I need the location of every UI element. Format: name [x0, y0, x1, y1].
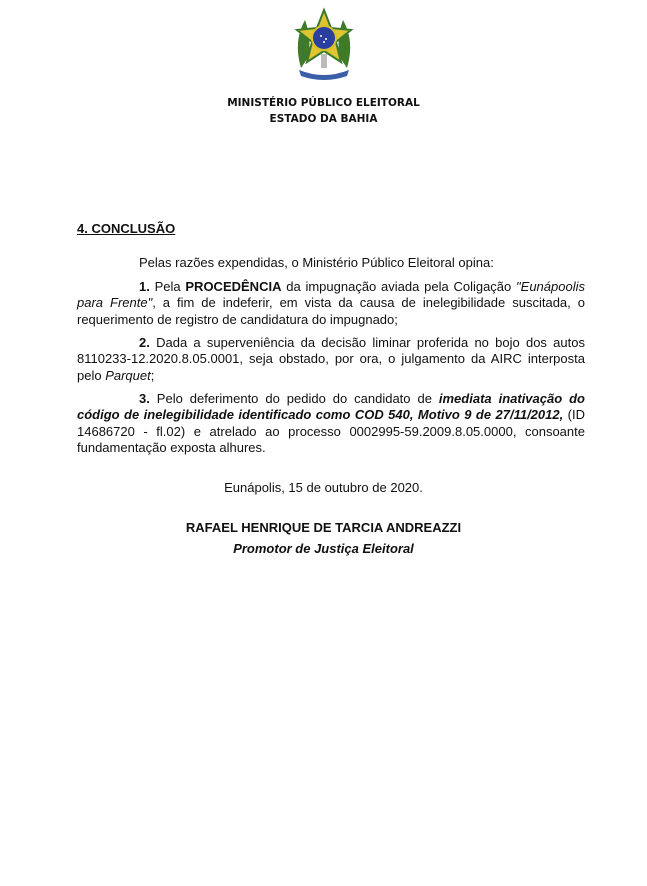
item-1 — [77, 279, 585, 328]
intro-text: Pelas razões expendidas, o Ministério Público Eleitoral opina: — [139, 255, 494, 270]
text: (ID 14686720 - fl.02) e atrelado ao processo 0002995-59.2009.8.05.0000, consoante fundamentação exposta alhures. — [77, 407, 585, 455]
text: , a fim de indeferir, em vista da causa de inelegibilidade suscitada, o requerimento de registro de candidatura do impugnado; — [77, 295, 585, 327]
coat-of-arms-emblem — [291, 6, 357, 84]
text-italic: Parquet — [105, 367, 151, 383]
text: Pelo deferimento do pedido do candidato de — [149, 391, 439, 406]
text: da impugnação aviada pela Coligação — [281, 279, 517, 294]
text-italic: "Eunápoolis para Frente" — [77, 279, 585, 311]
item-number: 3. — [139, 391, 150, 406]
text: ; — [150, 367, 155, 383]
header-ministry: MINISTÉRIO PÚBLICO ELEITORAL — [227, 97, 420, 109]
text-bold-italic: imediata inativação do código de inelegibilidade identificado como COD 540, Motivo 9 de 27/11/2012, — [77, 391, 585, 423]
intro-paragraph — [77, 255, 585, 271]
item-number: 1. — [139, 279, 150, 294]
signer-title: Promotor de Justiça Eleitoral — [233, 541, 414, 556]
text: Pela — [149, 279, 186, 294]
item-3 — [77, 391, 585, 456]
section-title: 4. CONCLUSÃO — [77, 221, 176, 236]
text-bold: PROCEDÊNCIA — [185, 279, 282, 294]
date-line: Eunápolis, 15 de outubro de 2020. — [224, 480, 423, 495]
text: Dada a superveniência da decisão liminar proferida no bojo dos autos 8110233-12.2020.8.05.0001, seja obstado, por ora, o julgamento da AIRC interposta pelo — [77, 335, 585, 383]
item-2 — [77, 335, 585, 384]
header-state: ESTADO DA BAHIA — [269, 113, 378, 125]
item-number: 2. — [139, 335, 150, 350]
signer-name: RAFAEL HENRIQUE DE TARCIA ANDREAZZI — [185, 520, 462, 535]
